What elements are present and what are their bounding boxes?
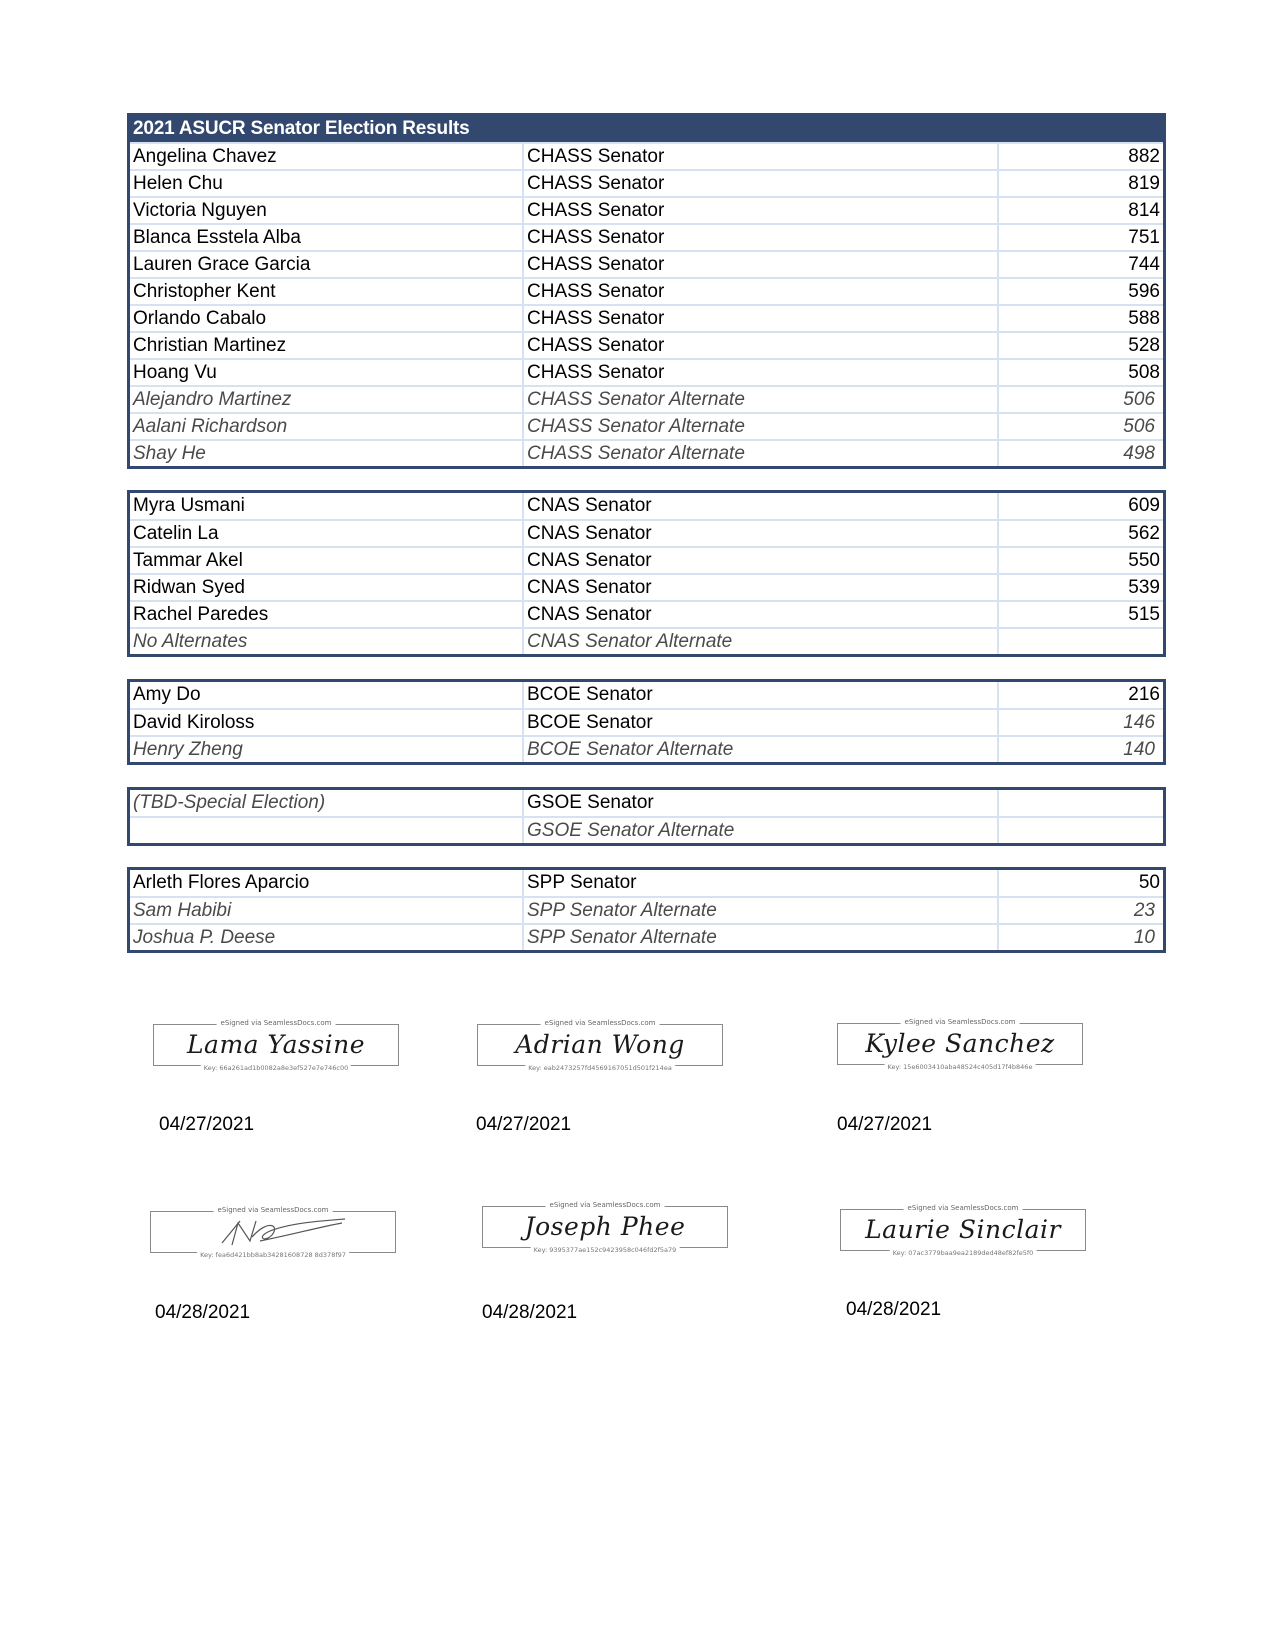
signature-name: Kylee Sanchez (865, 1029, 1055, 1058)
vote-count-cell: 819 (1128, 173, 1160, 194)
signature-key: Key: fea6d421bb8ab34281608728 8d378f97 (197, 1251, 349, 1259)
vote-count-cell: 216 (1128, 684, 1160, 705)
table-row (130, 790, 1163, 816)
table-row (130, 385, 1163, 412)
table-row (130, 223, 1163, 250)
gsoe-results-block (127, 787, 1166, 846)
position-cell: CNAS Senator Alternate (524, 629, 999, 654)
vote-count-cell: 50 (1138, 872, 1160, 893)
position-cell: CHASS Senator (524, 252, 999, 277)
candidate-name-cell: Catelin La (130, 521, 524, 546)
signature-adrian-wong (477, 1019, 723, 1072)
vote-count-cell: 882 (1128, 146, 1160, 167)
position-cell: CHASS Senator Alternate (524, 441, 999, 466)
table-row (130, 142, 1163, 169)
vote-count-cell: 528 (1128, 335, 1160, 356)
vote-count-cell: 23 (1133, 900, 1155, 921)
position-cell: CHASS Senator (524, 144, 999, 169)
candidate-name-cell: Orlando Cabalo (130, 306, 524, 331)
table-row (130, 412, 1163, 439)
table-row (130, 627, 1163, 654)
signature-name: Adrian Wong (515, 1030, 685, 1059)
esign-label: eSigned via SeamlessDocs.com (541, 1019, 660, 1027)
candidate-name-cell: Joshua P. Deese (130, 925, 524, 950)
signature-date: 04/28/2021 (482, 1302, 578, 1323)
vote-count-cell: 596 (1128, 281, 1160, 302)
signature-key: Key: 66a261ad1b0082a8e3ef527e7e746c00 (201, 1064, 351, 1072)
table-row (130, 923, 1163, 950)
candidate-name-cell: Angelina Chavez (130, 144, 524, 169)
position-cell: GSOE Senator Alternate (524, 818, 999, 843)
table-row (130, 277, 1163, 304)
vote-count-cell: 744 (1128, 254, 1160, 275)
candidate-name-cell: David Kiroloss (130, 710, 524, 735)
position-cell: CNAS Senator (524, 602, 999, 627)
table-row (130, 546, 1163, 573)
signature-kylee-sanchez (837, 1018, 1083, 1071)
candidate-name-cell: Alejandro Martinez (130, 387, 524, 412)
candidate-name-cell: Helen Chu (130, 171, 524, 196)
spp-results-block (127, 867, 1166, 953)
position-cell: CHASS Senator (524, 171, 999, 196)
candidate-name-cell: (TBD-Special Election) (130, 790, 524, 816)
vote-count-cell: 140 (1123, 739, 1155, 760)
position-cell: CHASS Senator Alternate (524, 387, 999, 412)
signature-date: 04/27/2021 (837, 1114, 933, 1135)
vote-count-cell: 506 (1123, 416, 1155, 437)
vote-count-cell: 562 (1128, 523, 1160, 544)
table-row (130, 896, 1163, 923)
esign-label: eSigned via SeamlessDocs.com (901, 1018, 1020, 1026)
table-row (130, 331, 1163, 358)
candidate-name-cell: Christian Martinez (130, 333, 524, 358)
signature-key: Key: 15e6003410aba48524c405d17f4b846e (885, 1063, 1036, 1071)
bcoe-results-block (127, 679, 1166, 765)
table-row (130, 573, 1163, 600)
candidate-name-cell: Henry Zheng (130, 737, 524, 762)
candidate-name-cell: Blanca Esstela Alba (130, 225, 524, 250)
table-row (130, 358, 1163, 385)
position-cell: CHASS Senator (524, 279, 999, 304)
position-cell: CNAS Senator (524, 575, 999, 600)
position-cell: CNAS Senator (524, 548, 999, 573)
esign-label: eSigned via SeamlessDocs.com (217, 1019, 336, 1027)
signature-date: 04/27/2021 (476, 1114, 572, 1135)
table-row (130, 304, 1163, 331)
vote-count-cell (999, 629, 1163, 654)
table-row (130, 439, 1163, 466)
position-cell: GSOE Senator (524, 790, 999, 816)
position-cell: CHASS Senator (524, 360, 999, 385)
position-cell: CHASS Senator Alternate (524, 414, 999, 439)
position-cell: BCOE Senator Alternate (524, 737, 999, 762)
candidate-name-cell: Sam Habibi (130, 898, 524, 923)
signature-name: Laurie Sinclair (865, 1215, 1061, 1244)
esign-label: eSigned via SeamlessDocs.com (904, 1204, 1023, 1212)
position-cell: CNAS Senator (524, 521, 999, 546)
candidate-name-cell: Hoang Vu (130, 360, 524, 385)
candidate-name-cell: Christopher Kent (130, 279, 524, 304)
candidate-name-cell: Myra Usmani (130, 493, 524, 519)
table-title: 2021 ASUCR Senator Election Results (130, 116, 1163, 142)
vote-count-cell (999, 790, 1163, 816)
vote-count-cell: 539 (1128, 577, 1160, 598)
table-row (130, 493, 1163, 519)
vote-count-cell: 751 (1128, 227, 1160, 248)
handwritten-signature-icon (210, 1215, 350, 1249)
vote-count-cell: 508 (1128, 362, 1160, 383)
signature-key: Key: 9395377ae152c9423958c046fd2f5a79 (531, 1246, 680, 1254)
vote-count-cell (999, 818, 1163, 843)
vote-count-cell: 498 (1123, 443, 1155, 464)
candidate-name-cell: Tammar Akel (130, 548, 524, 573)
vote-count-cell: 515 (1128, 604, 1160, 625)
position-cell: BCOE Senator (524, 710, 999, 735)
signature-date: 04/27/2021 (159, 1114, 255, 1135)
table-row (130, 708, 1163, 735)
table-row (130, 682, 1163, 708)
chass-results-block (127, 113, 1166, 469)
candidate-name-cell: Amy Do (130, 682, 524, 708)
signature-scribble (150, 1206, 396, 1259)
position-cell: CHASS Senator (524, 225, 999, 250)
signature-key: Key: eab2473257fd4569167051d501f214ea (525, 1064, 675, 1072)
signature-name: Joseph Phee (524, 1212, 686, 1241)
table-row (130, 816, 1163, 843)
position-cell: CHASS Senator (524, 198, 999, 223)
esign-label: eSigned via SeamlessDocs.com (546, 1201, 665, 1209)
table-row (130, 735, 1163, 762)
cnas-results-block (127, 490, 1166, 657)
table-row (130, 870, 1163, 896)
table-row (130, 519, 1163, 546)
candidate-name-cell: Rachel Paredes (130, 602, 524, 627)
position-cell: SPP Senator Alternate (524, 925, 999, 950)
position-cell: SPP Senator (524, 870, 999, 896)
vote-count-cell: 814 (1128, 200, 1160, 221)
candidate-name-cell: Ridwan Syed (130, 575, 524, 600)
position-cell: CHASS Senator (524, 306, 999, 331)
candidate-name-cell: No Alternates (130, 629, 524, 654)
position-cell: SPP Senator Alternate (524, 898, 999, 923)
signature-lama-yassine (153, 1019, 399, 1072)
vote-count-cell: 146 (1123, 712, 1155, 733)
esign-label: eSigned via SeamlessDocs.com (214, 1206, 333, 1214)
vote-count-cell: 506 (1123, 389, 1155, 410)
vote-count-cell: 550 (1128, 550, 1160, 571)
candidate-name-cell: Lauren Grace Garcia (130, 252, 524, 277)
position-cell: CHASS Senator (524, 333, 999, 358)
candidate-name-cell: Arleth Flores Aparcio (130, 870, 524, 896)
vote-count-cell: 10 (1133, 927, 1155, 948)
candidate-name-cell: Victoria Nguyen (130, 198, 524, 223)
table-row (130, 250, 1163, 277)
candidate-name-cell (130, 818, 524, 843)
signature-joseph-phee (482, 1201, 728, 1254)
table-row (130, 169, 1163, 196)
table-row (130, 196, 1163, 223)
signature-key: Key: 07ac3779baa9ea2189ded48ef82fe5f0 (890, 1249, 1037, 1257)
vote-count-cell: 609 (1128, 495, 1160, 516)
table-row (130, 600, 1163, 627)
position-cell: BCOE Senator (524, 682, 999, 708)
signature-date: 04/28/2021 (846, 1299, 942, 1320)
vote-count-cell: 588 (1128, 308, 1160, 329)
position-cell: CNAS Senator (524, 493, 999, 519)
signature-name: Lama Yassine (186, 1030, 366, 1059)
candidate-name-cell: Shay He (130, 441, 524, 466)
candidate-name-cell: Aalani Richardson (130, 414, 524, 439)
signature-date: 04/28/2021 (155, 1302, 251, 1323)
signature-laurie-sinclair (840, 1204, 1086, 1257)
